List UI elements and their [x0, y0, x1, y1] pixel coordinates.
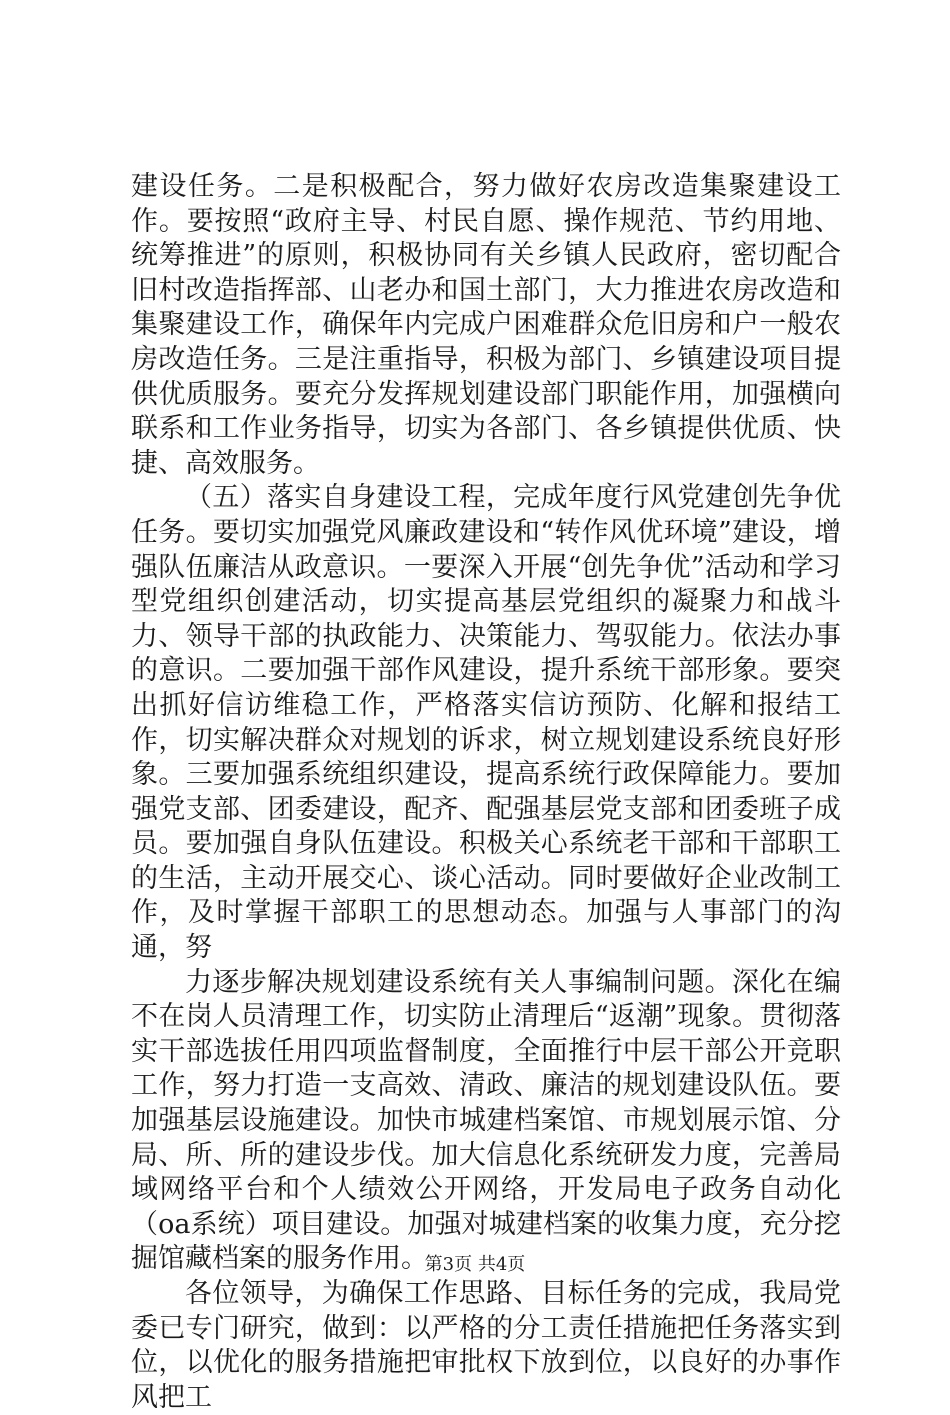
paragraph-1: 建设任务。二是积极配合，努力做好农房改造集聚建设工作。要按照“政府主导、村民自愿、操作规范、节约用地、统筹推进”的原则，积极协同有关乡镇人民政府，密切配合旧村改造指挥部、山老办和国土部门，大力推进农房改造和集聚建设工作，确保年内完成户困难群众危旧房和户一般农房改造任务。三是注重指导，积极为部门、乡镇建设项目提供优质服务。要充分发挥规划建设部门职能作用，加强横向联系和工作业务指导，切实为各部门、各乡镇提供优质、快捷、高效服务。: [131, 171, 841, 479]
paragraph-3: 力逐步解决规划建设系统有关人事编制问题。深化在编不在岗人员清理工作，切实防止清理后“返潮”现象。贯彻落实干部选拔任用四项监督制度，全面推行中层干部公开竞职工作，努力打造一支高效、清政、廉洁的规划建设队伍。要加强基层设施建设。加快市城建档案馆、市规划展示馆、分局、所、所的建设步伐。加大信息化系统研发力度，完善局域网络平台和个人绩效公开网络，开发局电子政务自动化（oa系统）项目建设。加强对城建档案的收集力度，充分挖掘馆藏档案的服务作用。: [131, 966, 841, 1275]
paragraph-4: 各位领导，为确保工作思路、目标任务的完成，我局党委已专门研究，做到：以严格的分工责任措施把任务落实到位，以优化的服务措施把审批权下放到位，以良好的办事作风把工: [131, 1278, 841, 1413]
paragraph-2: （五）落实自身建设工程，完成年度行风党建创先争优任务。要切实加强党风廉政建设和“转作风优环境”建设，增强队伍廉洁从政意识。一要深入开展“创先争优”活动和学习型党组织创建活动，切实提高基层党组织的凝聚力和战斗力、领导干部的执政能力、决策能力、驾驭能力。依法办事的意识。二要加强干部作风建设，提升系统干部形象。要突出抓好信访维稳工作，严格落实信访预防、化解和报结工作，切实解决群众对规划的诉求，树立规划建设系统良好形象。三要加强系统组织建设，提高系统行政保障能力。要加强党支部、团委建设，配齐、配强基层党支部和团委班子成员。要加强自身队伍建设。积极关心系统老干部和干部职工的生活，主动开展交心、谈心活动。同时要做好企业改制工作，及时掌握干部职工的思想动态。加强与人事部门的沟通，努: [131, 482, 841, 964]
document-body: [131, 170, 841, 1415]
page-number-footer: 第3页 共4页: [424, 1254, 526, 1275]
